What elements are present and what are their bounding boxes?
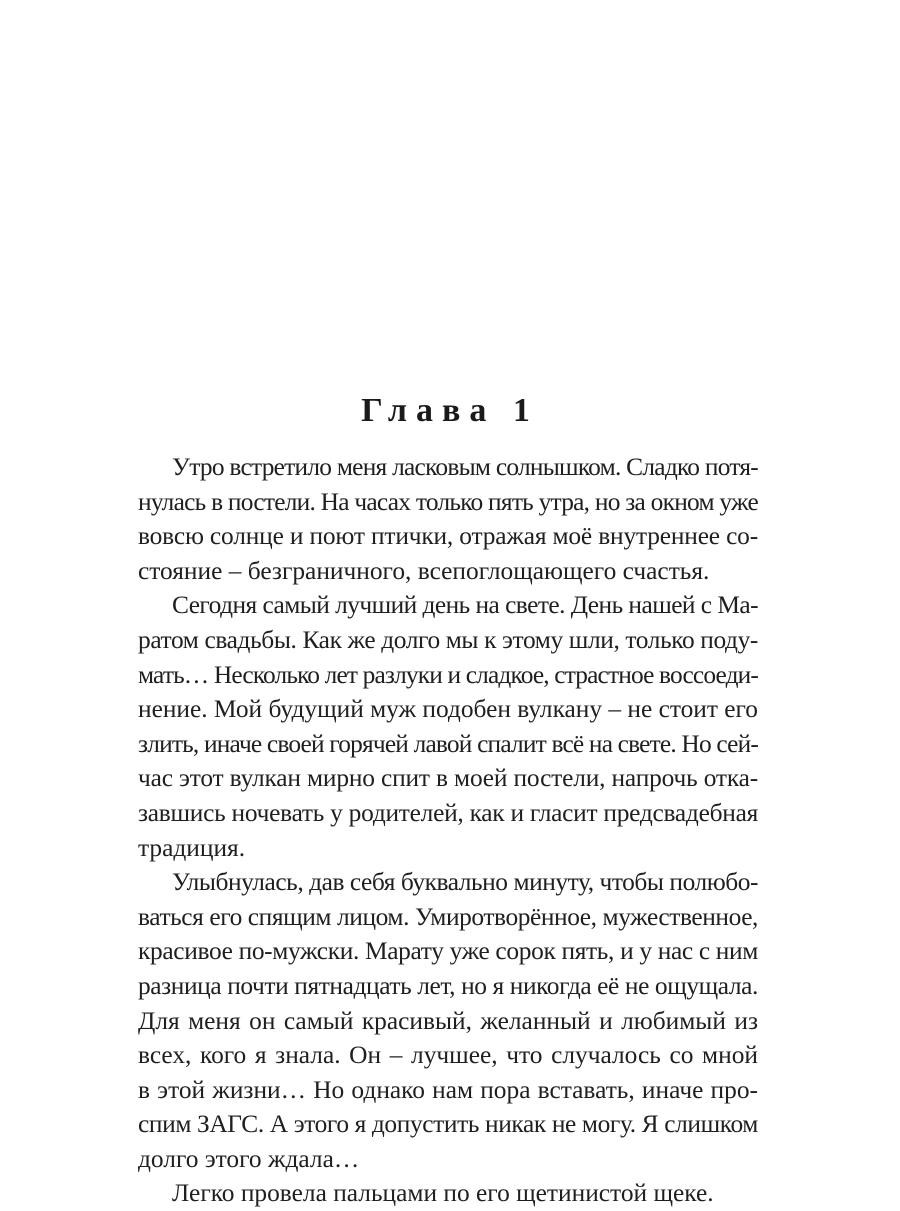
- text-line: злить, иначе своей горячей лавой спалит всё на свете. Но сей-: [138, 729, 758, 758]
- paragraph: [138, 865, 758, 1176]
- text-line: Улыбнулась, дав себя буквально минуту, чтобы полюбо-: [172, 868, 758, 897]
- text-line: Утро встретило меня ласковым солнышком. Сладко потя-: [172, 453, 758, 481]
- text-line: вовсю солнце и поют птички, отражая моё внутреннее со-: [138, 522, 758, 551]
- text-line: ваться его спящим лицом. Умиротворённое, мужественное,: [138, 902, 758, 931]
- text-line: красивое по-мужски. Марату уже сорок пять, и у нас с ним: [138, 937, 758, 966]
- text-line: традиция.: [138, 833, 246, 862]
- text-line: час этот вулкан мирно спит в моей постели, напрочь отка-: [138, 764, 759, 793]
- text-line: Легко провела пальцами по его щетинистой щеке.: [172, 1179, 714, 1208]
- paragraph: [138, 450, 758, 588]
- text-line: завшись ночевать у родителей, как и гласит предсвадебная: [138, 798, 758, 827]
- text-line: ратом свадьбы. Как же долго мы к этому шли, только поду-: [138, 625, 758, 654]
- text-line: Для меня он самый красивый, желанный и любимый из: [138, 1006, 758, 1035]
- text-line: стояние – безграничного, всепоглощающего счастья.: [138, 556, 710, 585]
- text-line: Сегодня самый лучший день на свете. День нашей с Ма-: [172, 591, 758, 620]
- text-line: нение. Мой будущий муж подобен вулкану – не стоит его: [138, 695, 758, 724]
- text-line: в этой жизни… Но однако нам пора вставать, иначе про-: [138, 1075, 758, 1104]
- chapter-text: [138, 450, 758, 1211]
- paragraph: [138, 588, 758, 865]
- chapter-title: Глава 1: [361, 392, 539, 429]
- text-line: мать… Несколько лет разлуки и сладкое, страстное воссоеди-: [138, 660, 759, 689]
- paragraph: [138, 1176, 758, 1211]
- text-line: долго этого ждала…: [138, 1144, 360, 1173]
- text-line: спим ЗАГС. А этого я допустить никак не могу. Я слишком: [138, 1110, 758, 1139]
- text-line: нулась в постели. На часах только пять утра, но за окном уже: [138, 487, 759, 516]
- text-line: разница почти пятнадцать лет, но я никогда её не ощущала.: [138, 971, 758, 1000]
- text-line: всех, кого я знала. Он – лучшее, что случалось со мной: [138, 1041, 758, 1070]
